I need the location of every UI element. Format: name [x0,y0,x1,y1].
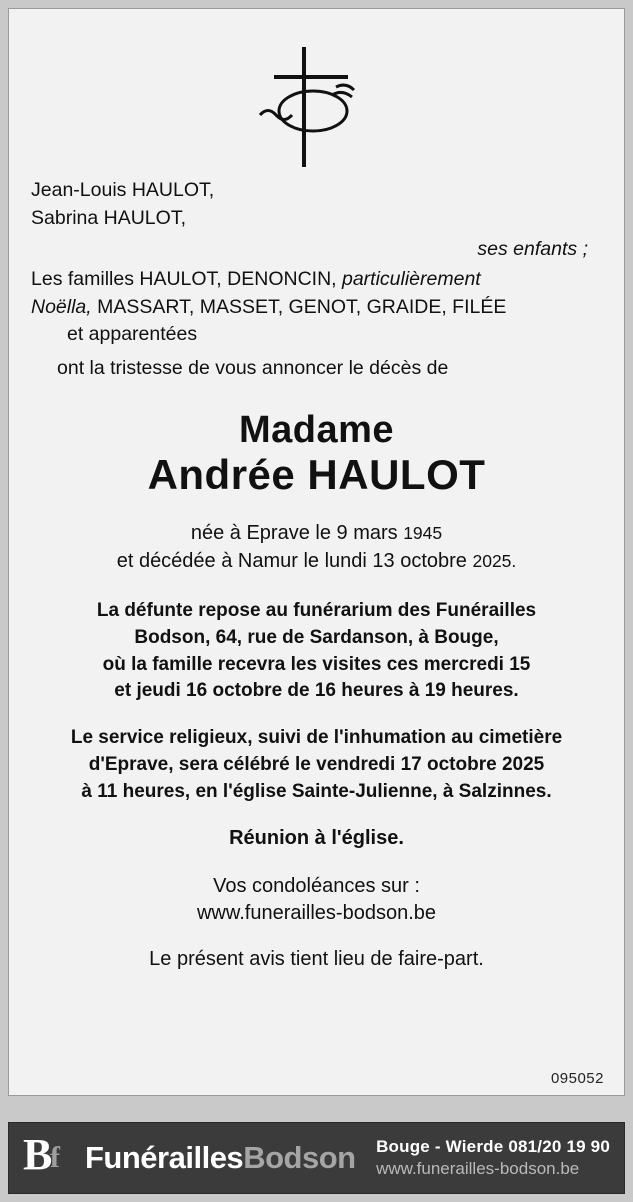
condolences-label: Vos condoléances sur : [213,874,420,897]
contact-phone: 081/20 19 90 [508,1137,610,1156]
brand-name [85,1140,368,1176]
deceased-name: Andrée HAULOT [147,451,486,499]
notice-card [8,8,625,1096]
faire-part-line: Le présent avis tient lieu de faire-part. [149,947,484,970]
funerarium-block [27,598,606,706]
funerarium-line-3: où la famille recevra les visites ces mercredi 15 [102,653,531,675]
contact-block [368,1137,610,1179]
contact-url[interactable]: www.funerailles-bodson.be [376,1159,580,1178]
deceased-name-block [27,409,606,499]
condolences-block [27,873,606,927]
families-block [27,266,606,349]
dates-block [27,520,606,575]
death-line: et décédée à Namur le lundi 13 octobre [116,549,473,572]
brand-word-1: Funérailles [85,1140,244,1175]
survivor-line-2: Sabrina HAULOT, [31,206,186,229]
contact-places: Bouge - Wierde [376,1137,504,1156]
families-italic-2: Noëlla, [31,295,92,318]
families-text-3: et apparentées [67,323,198,346]
families-text-2: MASSART, MASSET, GENOT, GRAIDE, FILÉE [91,295,507,318]
service-line-2: d'Eprave, sera célébré le vendredi 17 octobre 2025 [88,754,545,776]
funerarium-line-1: La défunte repose au funérarium des Funérailles [96,599,537,621]
logo-letter-b: B [23,1130,53,1179]
service-line-3: à 11 heures, en l'église Sainte-Julienne, à Salzinnes. [81,781,552,803]
funerarium-line-4: et jeudi 16 octobre de 16 heures à 19 heures. [114,680,519,702]
families-italic-1: particulièrement [341,268,481,291]
contact-line-1 [376,1137,610,1157]
announcement-line: ont la tristesse de vous annoncer le décès de [57,357,449,380]
funerarium-line-2: Bodson, 64, rue de Sardanson, à Bouge, [134,626,499,648]
service-block [27,725,606,806]
condolences-url[interactable]: www.funerailles-bodson.be [196,901,437,924]
notice-body [27,177,606,973]
logo-letter-f: f [50,1141,60,1174]
bodson-logo-icon [23,1130,75,1183]
reunion-line: Réunion à l'église. [229,827,404,850]
death-year: 2025. [472,550,517,571]
survivor-line-1: Jean-Louis HAULOT, [31,179,215,201]
deceased-title: Madame [238,408,395,451]
service-line-1: Le service religieux, suivi de l'inhumation au cimetière [70,727,563,749]
families-text-1: Les familles HAULOT, DENONCIN, [31,268,342,291]
birth-line: née à Eprave le 9 mars [190,522,404,545]
relation-line: ses enfants ; [477,238,588,261]
birth-year: 1945 [403,523,443,544]
brand-word-2: Bodson [243,1140,356,1175]
cross-and-fish-icon [27,37,606,177]
reference-number: 095052 [550,1070,604,1087]
funeral-home-banner[interactable] [8,1122,625,1194]
